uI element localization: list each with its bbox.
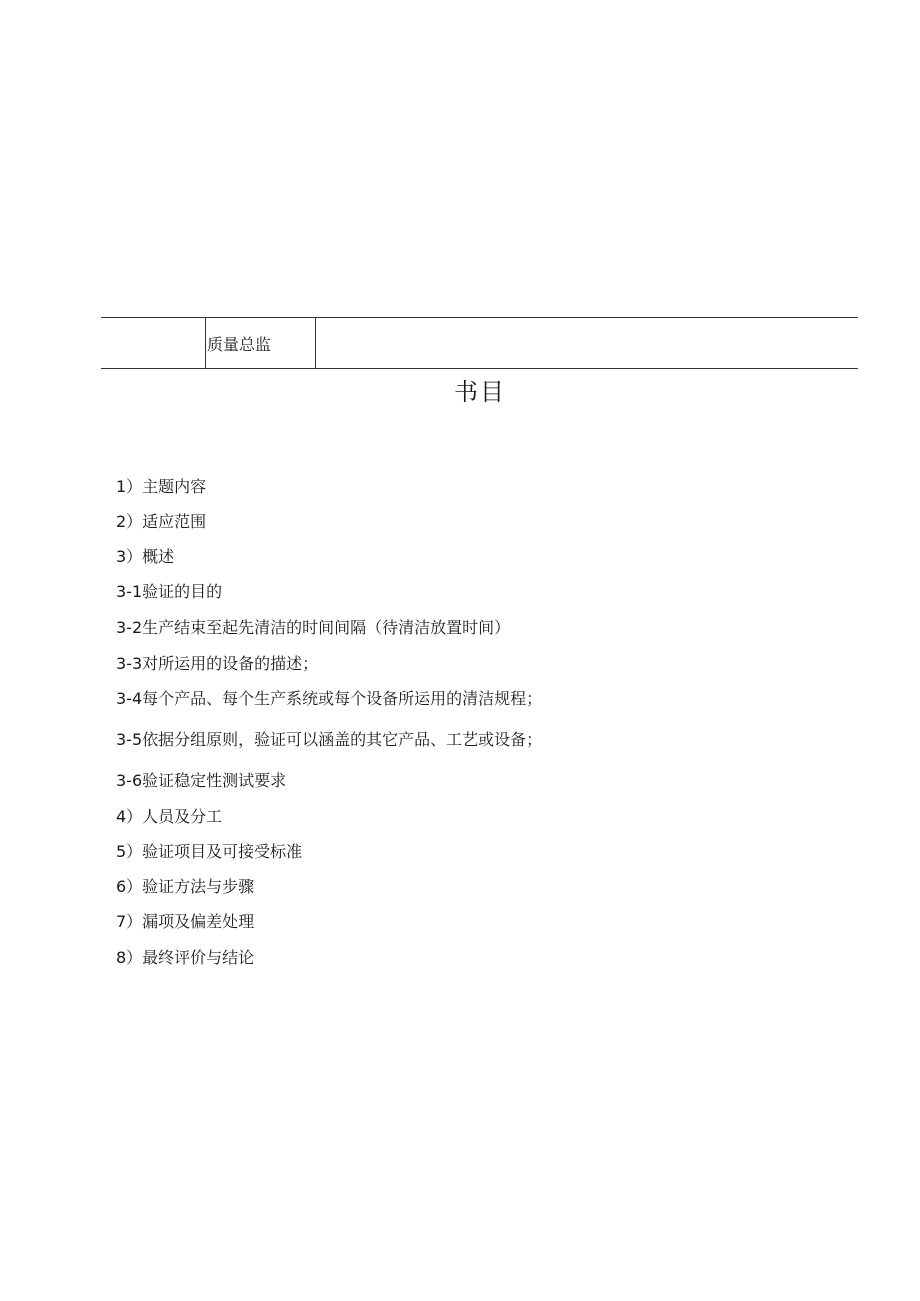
toc-item: 8）最终评价与结论 xyxy=(116,948,255,967)
signature-table xyxy=(101,317,858,369)
signature-cell-role xyxy=(206,318,316,368)
page-title: 书目 xyxy=(454,378,506,406)
signature-cell-empty-right xyxy=(316,318,858,368)
toc-item: 3-5依据分组原则，验证可以涵盖的其它产品、工艺或设备； xyxy=(116,730,543,749)
toc-item: 3-4每个产品、每个生产系统或每个设备所运用的清洁规程； xyxy=(116,689,543,708)
toc-item: 4）人员及分工 xyxy=(116,807,223,826)
toc-item: 3）概述 xyxy=(116,547,175,566)
signature-cell-empty-left xyxy=(101,318,206,368)
toc-item: 3-2生产结束至起先清洁的时间间隔（待清洁放置时间） xyxy=(116,618,511,637)
role-label: 质量总监 xyxy=(207,335,272,354)
toc-item: 7）漏项及偏差处理 xyxy=(116,912,255,931)
toc-item: 2）适应范围 xyxy=(116,512,207,531)
toc-item: 1）主题内容 xyxy=(116,477,207,496)
toc-item: 3-6验证稳定性测试要求 xyxy=(116,771,287,790)
toc-item: 3-3对所运用的设备的描述； xyxy=(116,654,319,673)
toc-item: 6）验证方法与步骤 xyxy=(116,877,255,896)
toc-item: 5）验证项目及可接受标准 xyxy=(116,842,303,861)
toc-item: 3-1验证的目的 xyxy=(116,582,223,601)
